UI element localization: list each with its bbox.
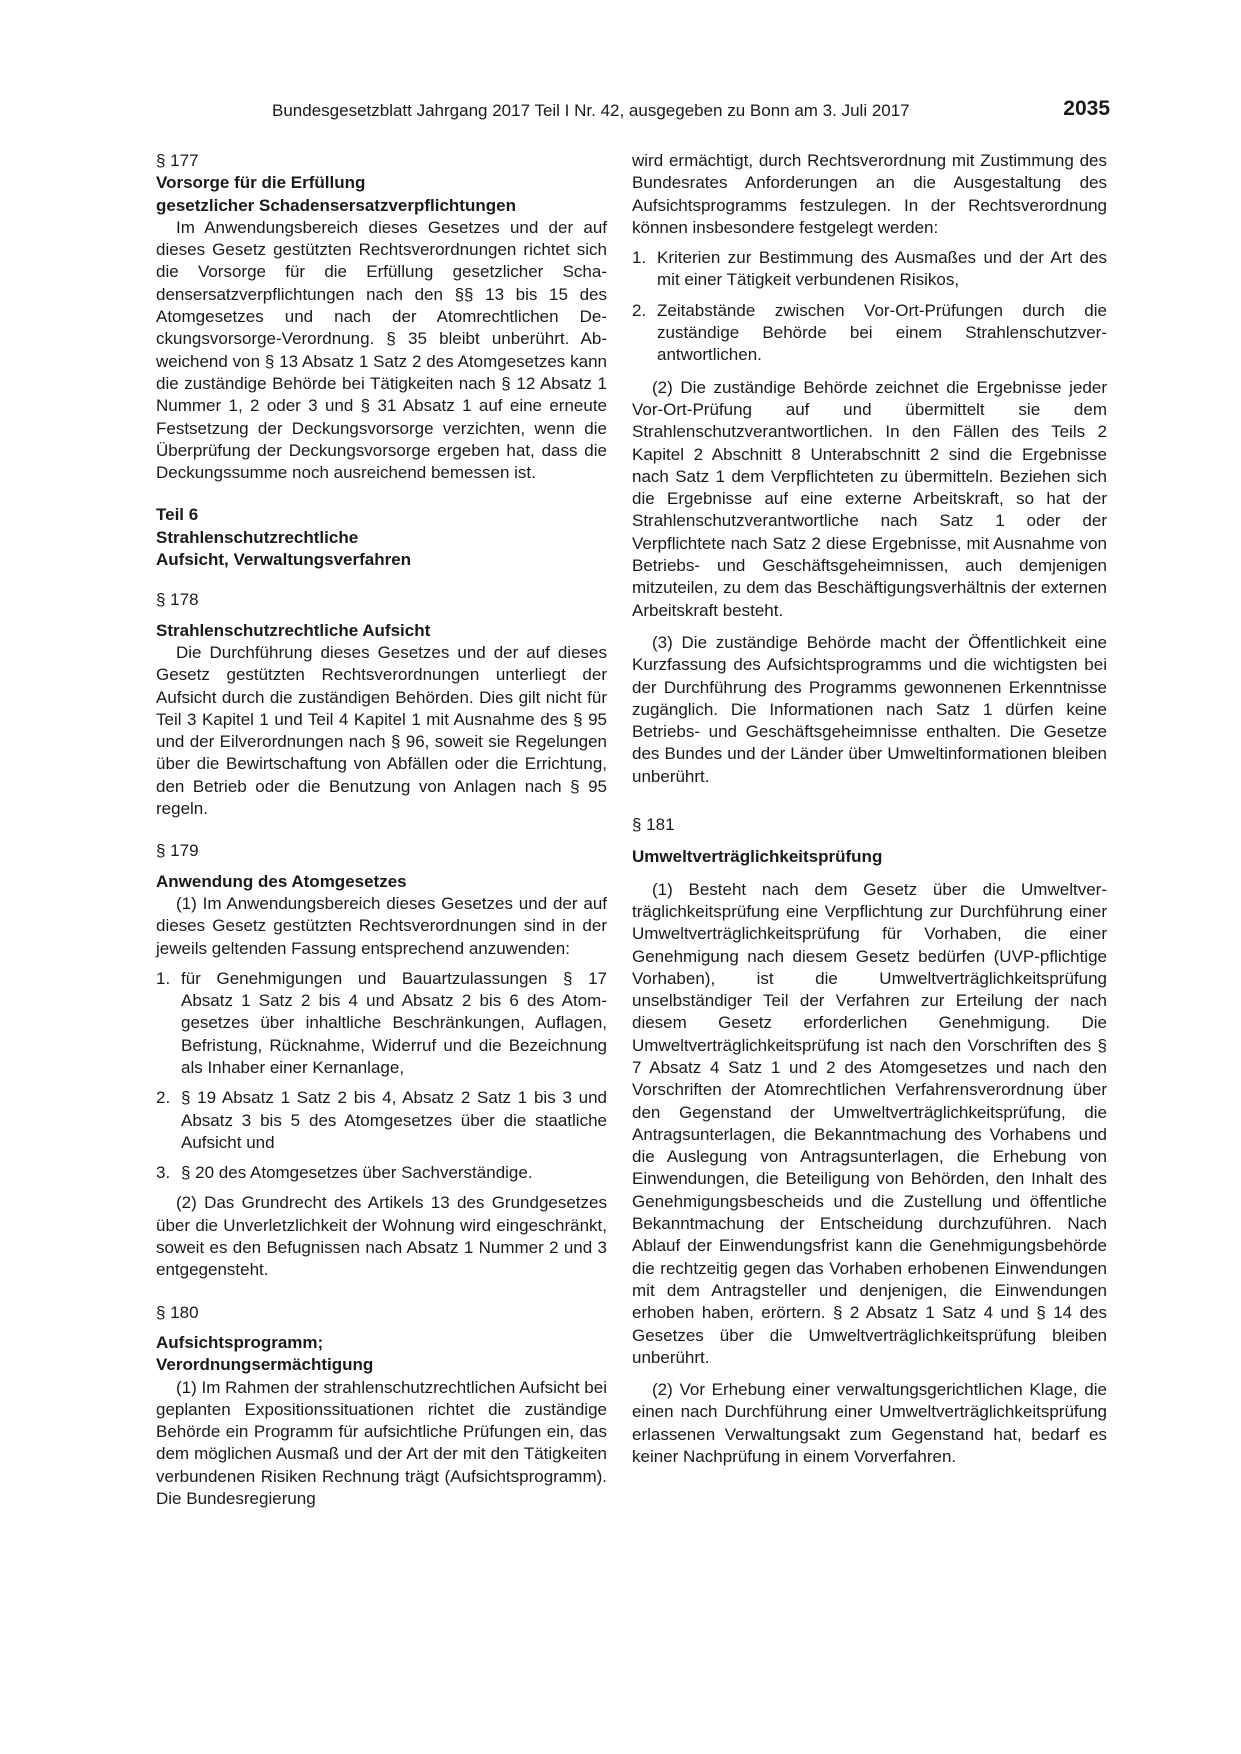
paragraph: (1) Besteht nach dem Gesetz über die Umweltverträglichkeitsprüfung eine Verpflichtung zur Durchführung einer Umweltverträglichkeitsprüfung für Vorhaben, die einer Genehmigung nach diesem Gesetz bedürfen (UVP-pflichtige Vorhaben), ist die Umweltverträglichkeitsprüfung unselbständiger Teil der Verfahren zur Erteilung der nach diesem Gesetz erforderlichen Genehmigung. Die Umweltverträglichkeitsprüfung ist nach den Vorschriften des § 7 Absatz 4 Satz 1 und 2 des Atomgesetzes und nach den Vorschriften der Atomrechtlichen Verfahrensverordnung über den Gegenstand der Umweltverträglichkeitsprüfung, die Antragsunterlagen, die Bekanntmachung des Vorhabens und die Auslegung von Antragsunterlagen, die Erhebung von Einwendungen, die Beteiligung von Behörden, den Inhalt des Genehmigungsbescheids und die Zustellung und öffentliche Bekanntmachung der Entscheidung durchzuführen. Nach Ablauf der Einwendungsfrist kann die Genehmigungsbehörde die rechtzeitig gegen das Vorhaben erhobenen Einwendungen mit dem Antragsteller und denjenigen, die Einwendungen erhoben haben, erörtern. § 2 Absatz 1 Satz 4 und § 14 des Gesetzes über die Umweltverträglichkeitsprüfung bleiben unberührt. bbox=[632, 879, 1107, 1367]
section-heading-line: Verordnungsermächtigung bbox=[156, 1355, 374, 1375]
list-item-text: Kriterien zur Bestimmung des Ausmaßes und der Art des mit einer Tätigkeit verbundenen Risikos, bbox=[657, 248, 1107, 290]
section-heading-line: Vorsorge für die Erfüllung bbox=[156, 173, 366, 193]
section-number: § 181 bbox=[632, 815, 675, 835]
paragraph: Die Durchführung dieses Gesetzes und der auf dieses Gesetz gestützten Rechtsverordnungen unterliegt der Aufsicht durch die zuständigen Behörden. Dies gilt nicht für Teil 3 Kapitel 1 und Teil 4 Kapitel 1 mit Ausnahme des § 95 und der Eilverordnungen nach § 96, soweit sie Regelungen über die Bewirtschaftung von Abfällen oder die Errichtung, den Betrieb oder die Benutzung von Anlagen nach § 95 regeln. bbox=[156, 642, 607, 819]
part-label: Teil 6 bbox=[156, 505, 199, 525]
paragraph: (1) Im Anwendungsbereich dieses Gesetzes und der auf dieses Gesetz gestützten Rechtsverordnungen sind in der jeweils geltenden Fassung entsprechend anzuwenden: bbox=[156, 893, 607, 958]
page-number: 2035 bbox=[1063, 97, 1110, 120]
part-title-line: Strahlenschutzrechtliche bbox=[156, 527, 359, 547]
left-column bbox=[156, 150, 607, 1510]
section-179 bbox=[156, 840, 607, 1281]
list-item-text: § 19 Absatz 1 Satz 2 bis 4, Absatz 2 Satz 1 bis 3 und Absatz 3 bis 5 des Atomgesetzes über die staatliche Aufsicht und bbox=[181, 1088, 607, 1152]
page-header bbox=[272, 97, 1110, 124]
part-title-line: Aufsicht, Verwaltungsverfahren bbox=[156, 550, 412, 570]
paragraph: (2) Vor Erhebung einer verwaltungsgerichtlichen Klage, die einen nach Durchführung einer Umweltverträglichkeitsprüfung erlassenen Verwaltungsakt zum Gegenstand hat, bedarf es keiner Nachprüfung in einem Vorverfahren. bbox=[632, 1380, 1107, 1467]
list-item bbox=[156, 1162, 607, 1184]
paragraph: (3) Die zuständige Behörde macht der Öffentlichkeit eine Kurzfassung des Aufsichtsprogramms und die wichtigsten bei der Durchführung des Programms gewonnenen Erkenntnisse zugänglich. Die Informationen nach Satz 1 dürfen keine Betriebs- und Geschäftsgeheimnisse enthalten. Die Gesetze des Bundes und der Länder über Umweltinformationen bleiben unberührt. bbox=[632, 632, 1107, 786]
section-heading: Umweltverträglichkeitsprüfung bbox=[632, 847, 883, 867]
section-178 bbox=[156, 589, 607, 820]
list-item bbox=[156, 968, 607, 1079]
section-180 bbox=[156, 1302, 607, 1511]
list-item bbox=[156, 1087, 607, 1154]
section-number: § 178 bbox=[156, 590, 199, 610]
list-item-number: 2. bbox=[156, 1088, 171, 1108]
list-item-text: Zeitabstände zwischen Vor-Ort-Prüfungen durch die zuständige Behörde bei einem Strahlenschutzverantwortlichen. bbox=[657, 300, 1107, 365]
section-heading: Anwendung des Atomgesetzes bbox=[156, 871, 407, 891]
paragraph: (1) Im Rahmen der strahlenschutzrechtlichen Aufsicht bei geplanten Expositionssituationen richtet die zuständige Behörde ein Programm für aufsichtliche Prüfungen ein, das dem möglichen Ausmaß und der Art der mit den Tätigkeiten verbundenen Risiken Rechnung trägt (Aufsichtsprogramm). Die Bundesregierung bbox=[156, 1377, 607, 1509]
section-heading bbox=[156, 1332, 607, 1377]
section-181 bbox=[632, 814, 1107, 1468]
list-item-number: 1. bbox=[632, 248, 647, 268]
list-item bbox=[632, 300, 1107, 367]
section-number: § 180 bbox=[156, 1302, 199, 1322]
right-column bbox=[632, 150, 1107, 1468]
list-item bbox=[632, 247, 1107, 292]
paragraph: Im Anwendungsbereich dieses Gesetzes und der auf dieses Gesetz gestützten Rechtsverordnungen richtet sich die Vorsorge für die Erfüllung gesetzlicher Schadensersatzverpflichtungen nach den §§ 13 bis 15 des Atomgesetzes und nach der Atomrechtlichen Deckungsvorsorge-Verordnung. § 35 bleibt unberührt. Abweichend von § 13 Absatz 1 Satz 2 des Atomgesetzes kann die zuständige Behörde bei Tätigkeiten nach § 12 Absatz 1 Nummer 1, 2 oder 3 und § 31 Absatz 1 auf eine erneute Festsetzung der Deckungsvorsorge verzichten, wenn die Überprüfung der Deckungsvorsorge ergeben hat, dass die Deckungssumme noch ausreichend bemessen ist. bbox=[156, 217, 607, 483]
list-item-number: 2. bbox=[632, 300, 647, 320]
list-item-text: § 20 des Atomgesetzes über Sachverständige. bbox=[181, 1163, 533, 1183]
section-heading bbox=[156, 172, 607, 217]
paragraph: (2) Das Grundrecht des Artikels 13 des Grundgesetzes über die Unverletzlichkeit der Wohnung wird eingeschränkt, soweit es den Befugnissen nach Absatz 1 Nummer 2 und 3 entgegensteht. bbox=[156, 1193, 607, 1280]
section-177 bbox=[156, 150, 607, 484]
section-heading: Strahlenschutzrechtliche Aufsicht bbox=[156, 620, 431, 640]
part-title bbox=[156, 527, 607, 572]
section-number: § 177 bbox=[156, 151, 199, 170]
list-item-text: für Genehmigungen und Bauartzulassungen § 17 Absatz 1 Satz 2 bis 4 und Absatz 2 bis 6 des Atomgesetzes über inhaltliche Beschränkungen, Auflagen, Befristung, Rücknahme, Widerruf und die Bezeichnung als Inhaber einer Kernanlage, bbox=[181, 968, 607, 1077]
section-heading-line: gesetzlicher Schadensersatzverpflichtungen bbox=[156, 195, 516, 215]
paragraph: (2) Die zuständige Behörde zeichnet die Ergebnisse jeder Vor-Ort-Prüfung auf und übermittelt sie dem Strahlenschutzverantwortlichen. In den Fällen des Teils 2 Kapitel 2 Abschnitt 8 Unterabschnitt 2 sind die Ergebnisse nach Satz 1 dem Verpflichteten zu übermitteln. Beziehen sich die Ergebnisse auf eine externe Arbeitskraft, so hat der Strahlenschutzverantwortliche nach Satz 1 oder der Verpflichtete nach Satz 2 diese Ergebnisse, mit Ausnahme von Betriebs- und Geschäftsgeheimnissen, auch demjenigen mitzuteilen, zu dem das Beschäftigungsverhältnis der externen Arbeitskraft besteht. bbox=[632, 377, 1107, 620]
list-item-number: 3. bbox=[156, 1163, 171, 1183]
part-6-heading bbox=[156, 504, 607, 571]
section-180-continued bbox=[632, 150, 1107, 788]
paragraph: wird ermächtigt, durch Rechtsverordnung mit Zustimmung des Bundesrates Anforderungen an die Ausgestaltung des Aufsichtsprogramms festzulegen. In der Rechtsverordnung können insbesondere festgelegt werden: bbox=[632, 151, 1107, 237]
header-publication-line: Bundesgesetzblatt Jahrgang 2017 Teil I Nr. 42, ausgegeben zu Bonn am 3. Juli 2017 bbox=[272, 101, 910, 120]
list-item-number: 1. bbox=[156, 968, 171, 988]
section-number: § 179 bbox=[156, 841, 199, 861]
section-heading-line: Aufsichtsprogramm; bbox=[156, 1332, 324, 1352]
